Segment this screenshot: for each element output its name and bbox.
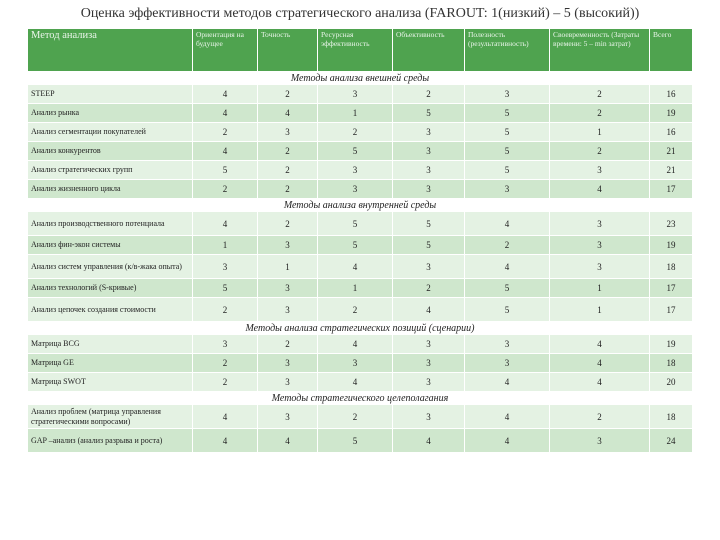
score-cell: 4 [465, 429, 550, 453]
table-row [28, 104, 693, 123]
score-cell: 5 [318, 429, 393, 453]
total-cell: 21 [650, 142, 693, 161]
score-cell: 4 [465, 405, 550, 429]
column-header: Точность [258, 29, 318, 72]
score-cell: 2 [258, 335, 318, 354]
table-row [28, 279, 693, 298]
score-cell: 3 [465, 335, 550, 354]
score-cell: 2 [393, 85, 465, 104]
method-name: Анализ стратегических групп [28, 161, 193, 180]
score-cell: 4 [318, 255, 393, 279]
score-cell: 5 [465, 298, 550, 322]
table-row [28, 335, 693, 354]
total-cell: 17 [650, 298, 693, 322]
method-name: Матрица BCG [28, 335, 193, 354]
total-cell: 16 [650, 123, 693, 142]
score-cell: 1 [258, 255, 318, 279]
page-title: Оценка эффективности методов стратегического анализа (FAROUT: 1(низкий) – 5 (высокий)) [80, 6, 640, 21]
total-cell: 17 [650, 279, 693, 298]
method-name: Анализ систем управления (к/в-жака опыта) [28, 255, 193, 279]
column-header: Ресурсная эффективность [318, 29, 393, 72]
score-cell: 4 [258, 104, 318, 123]
score-cell: 2 [318, 298, 393, 322]
score-cell: 4 [193, 429, 258, 453]
method-name: Анализ проблем (матрица управления стратегическими вопросами) [28, 405, 193, 429]
score-cell: 5 [465, 161, 550, 180]
total-cell: 18 [650, 405, 693, 429]
table-body [28, 72, 693, 453]
table-row [28, 354, 693, 373]
score-cell: 3 [393, 161, 465, 180]
score-cell: 3 [550, 236, 650, 255]
method-name: Анализ сегментации покупателей [28, 123, 193, 142]
table-row [28, 161, 693, 180]
score-cell: 4 [193, 104, 258, 123]
score-cell: 4 [193, 85, 258, 104]
score-cell: 3 [193, 255, 258, 279]
method-name: GAP –анализ (анализ разрыва и роста) [28, 429, 193, 453]
method-name: Матрица SWOT [28, 373, 193, 392]
score-cell: 5 [318, 212, 393, 236]
score-cell: 2 [193, 354, 258, 373]
total-cell: 23 [650, 212, 693, 236]
score-cell: 2 [193, 298, 258, 322]
section-row [28, 199, 693, 212]
score-cell: 3 [465, 85, 550, 104]
total-cell: 18 [650, 255, 693, 279]
table-row [28, 142, 693, 161]
total-cell: 19 [650, 104, 693, 123]
score-cell: 5 [393, 236, 465, 255]
column-header: Объективность [393, 29, 465, 72]
total-cell: 20 [650, 373, 693, 392]
score-cell: 4 [318, 373, 393, 392]
method-name: Анализ жизненного цикла [28, 180, 193, 199]
score-cell: 1 [318, 279, 393, 298]
total-cell: 16 [650, 85, 693, 104]
table-row [28, 255, 693, 279]
score-cell: 3 [465, 354, 550, 373]
score-cell: 3 [318, 161, 393, 180]
score-cell: 4 [550, 373, 650, 392]
score-cell: 3 [393, 335, 465, 354]
score-cell: 4 [193, 405, 258, 429]
score-cell: 3 [258, 298, 318, 322]
column-header: Метод анализа [28, 29, 193, 72]
table-header [28, 29, 693, 72]
score-cell: 2 [258, 85, 318, 104]
score-cell: 5 [393, 212, 465, 236]
score-cell: 3 [393, 255, 465, 279]
score-cell: 4 [550, 335, 650, 354]
score-cell: 4 [465, 212, 550, 236]
score-cell: 2 [193, 180, 258, 199]
score-cell: 5 [465, 142, 550, 161]
score-cell: 3 [550, 212, 650, 236]
score-cell: 4 [258, 429, 318, 453]
section-title: Методы анализа внешней среды [28, 72, 693, 85]
score-cell: 2 [393, 279, 465, 298]
column-header: Полезность (результативность) [465, 29, 550, 72]
method-name: Анализ цепочек создания стоимости [28, 298, 193, 322]
section-row [28, 322, 693, 335]
table-row [28, 85, 693, 104]
table-row [28, 212, 693, 236]
table-row [28, 373, 693, 392]
score-cell: 3 [258, 405, 318, 429]
score-cell: 5 [318, 236, 393, 255]
score-cell: 2 [318, 405, 393, 429]
method-name: Анализ фин-экон системы [28, 236, 193, 255]
score-cell: 2 [258, 142, 318, 161]
score-cell: 3 [550, 429, 650, 453]
score-cell: 2 [550, 405, 650, 429]
section-row [28, 392, 693, 405]
method-name: Анализ производственного потенциала [28, 212, 193, 236]
score-cell: 4 [318, 335, 393, 354]
method-name: Анализ рынка [28, 104, 193, 123]
score-cell: 1 [318, 104, 393, 123]
score-cell: 2 [258, 212, 318, 236]
score-cell: 3 [258, 236, 318, 255]
score-cell: 2 [550, 104, 650, 123]
table-row [28, 236, 693, 255]
score-cell: 1 [550, 123, 650, 142]
score-cell: 4 [465, 373, 550, 392]
score-cell: 3 [393, 373, 465, 392]
score-cell: 1 [193, 236, 258, 255]
score-cell: 3 [193, 335, 258, 354]
section-title: Методы анализа стратегических позиций (сценарии) [28, 322, 693, 335]
score-cell: 5 [465, 279, 550, 298]
score-cell: 4 [193, 212, 258, 236]
section-title: Методы стратегического целеполагания [28, 392, 693, 405]
score-cell: 1 [550, 279, 650, 298]
score-cell: 2 [258, 161, 318, 180]
table-row [28, 429, 693, 453]
score-cell: 5 [465, 104, 550, 123]
method-name: Анализ технологий (S-кривые) [28, 279, 193, 298]
section-row [28, 72, 693, 85]
score-cell: 5 [193, 279, 258, 298]
method-name: STEEP [28, 85, 193, 104]
score-cell: 1 [550, 298, 650, 322]
method-name: Матрица GE [28, 354, 193, 373]
score-cell: 2 [258, 180, 318, 199]
score-cell: 2 [318, 123, 393, 142]
score-cell: 4 [393, 298, 465, 322]
score-cell: 3 [258, 123, 318, 142]
score-cell: 5 [465, 123, 550, 142]
column-header: Ориентация на будущее [193, 29, 258, 72]
score-cell: 3 [465, 180, 550, 199]
total-cell: 18 [650, 354, 693, 373]
score-cell: 3 [393, 180, 465, 199]
table-row [28, 123, 693, 142]
total-cell: 19 [650, 335, 693, 354]
score-cell: 3 [550, 161, 650, 180]
table-row [28, 405, 693, 429]
score-cell: 3 [550, 255, 650, 279]
table-row [28, 298, 693, 322]
score-cell: 2 [193, 373, 258, 392]
score-cell: 3 [318, 354, 393, 373]
total-cell: 19 [650, 236, 693, 255]
section-title: Методы анализа внутренней среды [28, 199, 693, 212]
score-cell: 3 [258, 354, 318, 373]
score-cell: 3 [318, 85, 393, 104]
score-cell: 4 [465, 255, 550, 279]
method-name: Анализ конкурентов [28, 142, 193, 161]
score-cell: 2 [550, 85, 650, 104]
score-cell: 3 [393, 142, 465, 161]
farout-table [27, 28, 693, 453]
score-cell: 3 [393, 354, 465, 373]
total-cell: 17 [650, 180, 693, 199]
score-cell: 3 [258, 279, 318, 298]
score-cell: 3 [393, 405, 465, 429]
score-cell: 5 [193, 161, 258, 180]
score-cell: 2 [193, 123, 258, 142]
column-header: Всего [650, 29, 693, 72]
score-cell: 3 [318, 180, 393, 199]
column-header: Своевременность (Затраты времени: 5 – min затрат) [550, 29, 650, 72]
score-cell: 2 [465, 236, 550, 255]
score-cell: 4 [550, 354, 650, 373]
score-cell: 5 [318, 142, 393, 161]
score-cell: 3 [393, 123, 465, 142]
score-cell: 4 [550, 180, 650, 199]
total-cell: 24 [650, 429, 693, 453]
score-cell: 4 [193, 142, 258, 161]
table-row [28, 180, 693, 199]
total-cell: 21 [650, 161, 693, 180]
score-cell: 5 [393, 104, 465, 123]
score-cell: 3 [258, 373, 318, 392]
score-cell: 4 [393, 429, 465, 453]
score-cell: 2 [550, 142, 650, 161]
